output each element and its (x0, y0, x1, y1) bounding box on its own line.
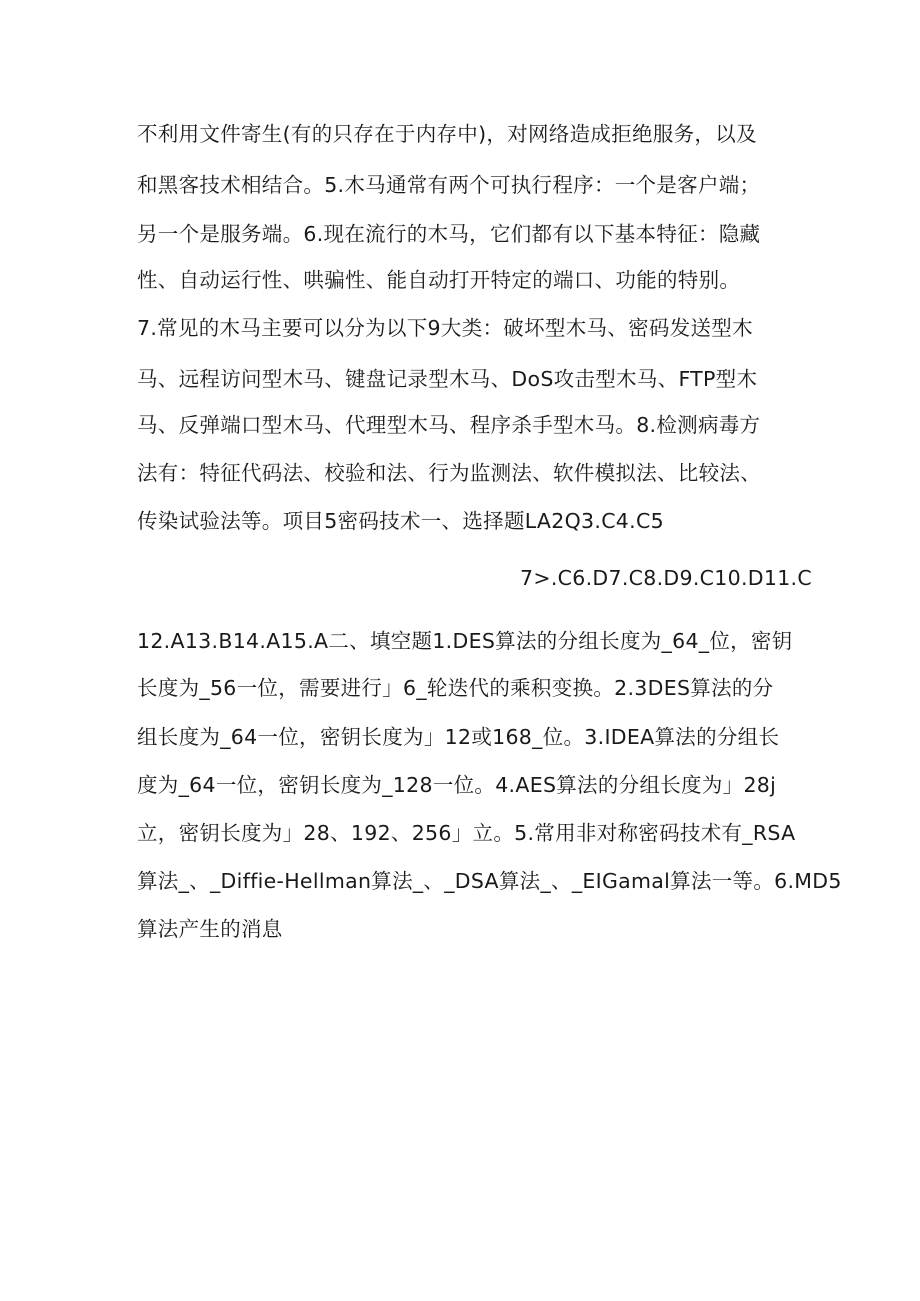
text-line: 立，密钥长度为」28、192、256」立。5.常用非对称密码技术有_RSA (137, 821, 796, 845)
text-line: 法有：特征代码法、校验和法、行为监测法、软件模拟法、比较法、 (137, 461, 761, 485)
text-line: 长度为_56一位，需要进行」6_轮迭代的乘积变换。2.3DES算法的分 (137, 676, 774, 700)
text-line: 马、远程访问型木马、键盘记录型木马、DoS攻击型木马、FTP型木 (137, 367, 758, 391)
text-line: 12.A13.B14.A15.A二、填空题1.DES算法的分组长度为_64_位，密钥 (137, 629, 793, 653)
text-line: 马、反弹端口型木马、代理型木马、程序杀手型木马。8.检测病毒方 (137, 413, 761, 437)
text-line-right-aligned: 7>.C6.D7.C8.D9.C10.D11.C (520, 566, 812, 590)
text-line: 另一个是服务端。6.现在流行的木马，它们都有以下基本特征：隐藏 (137, 222, 761, 246)
text-line: 不利用文件寄生(有的只存在于内存中)，对网络造成拒绝服务，以及 (137, 122, 757, 146)
text-line: 传染试验法等。项目5密码技术一、选择题LA2Q3.C4.C5 (137, 509, 664, 533)
text-line: 算法产生的消息 (137, 917, 283, 941)
text-line: 性、自动运行性、哄骗性、能自动打开特定的端口、功能的特别。 (137, 268, 741, 292)
text-line: 和黑客技术相结合。5.木马通常有两个可执行程序：一个是客户端； (137, 173, 761, 197)
text-line: 算法_、_Diffie-Hellman算法_、_DSA算法_、_EIGamal算法一等。6.MD5 (137, 869, 842, 893)
text-line: 度为_64一位，密钥长度为_128一位。4.AES算法的分组长度为」28j (137, 773, 777, 797)
text-line: 组长度为_64一位，密钥长度为」12或168_位。3.IDEA算法的分组长 (137, 725, 780, 749)
text-line: 7.常见的木马主要可以分为以下9大类：破坏型木马、密码发送型木 (137, 316, 753, 340)
